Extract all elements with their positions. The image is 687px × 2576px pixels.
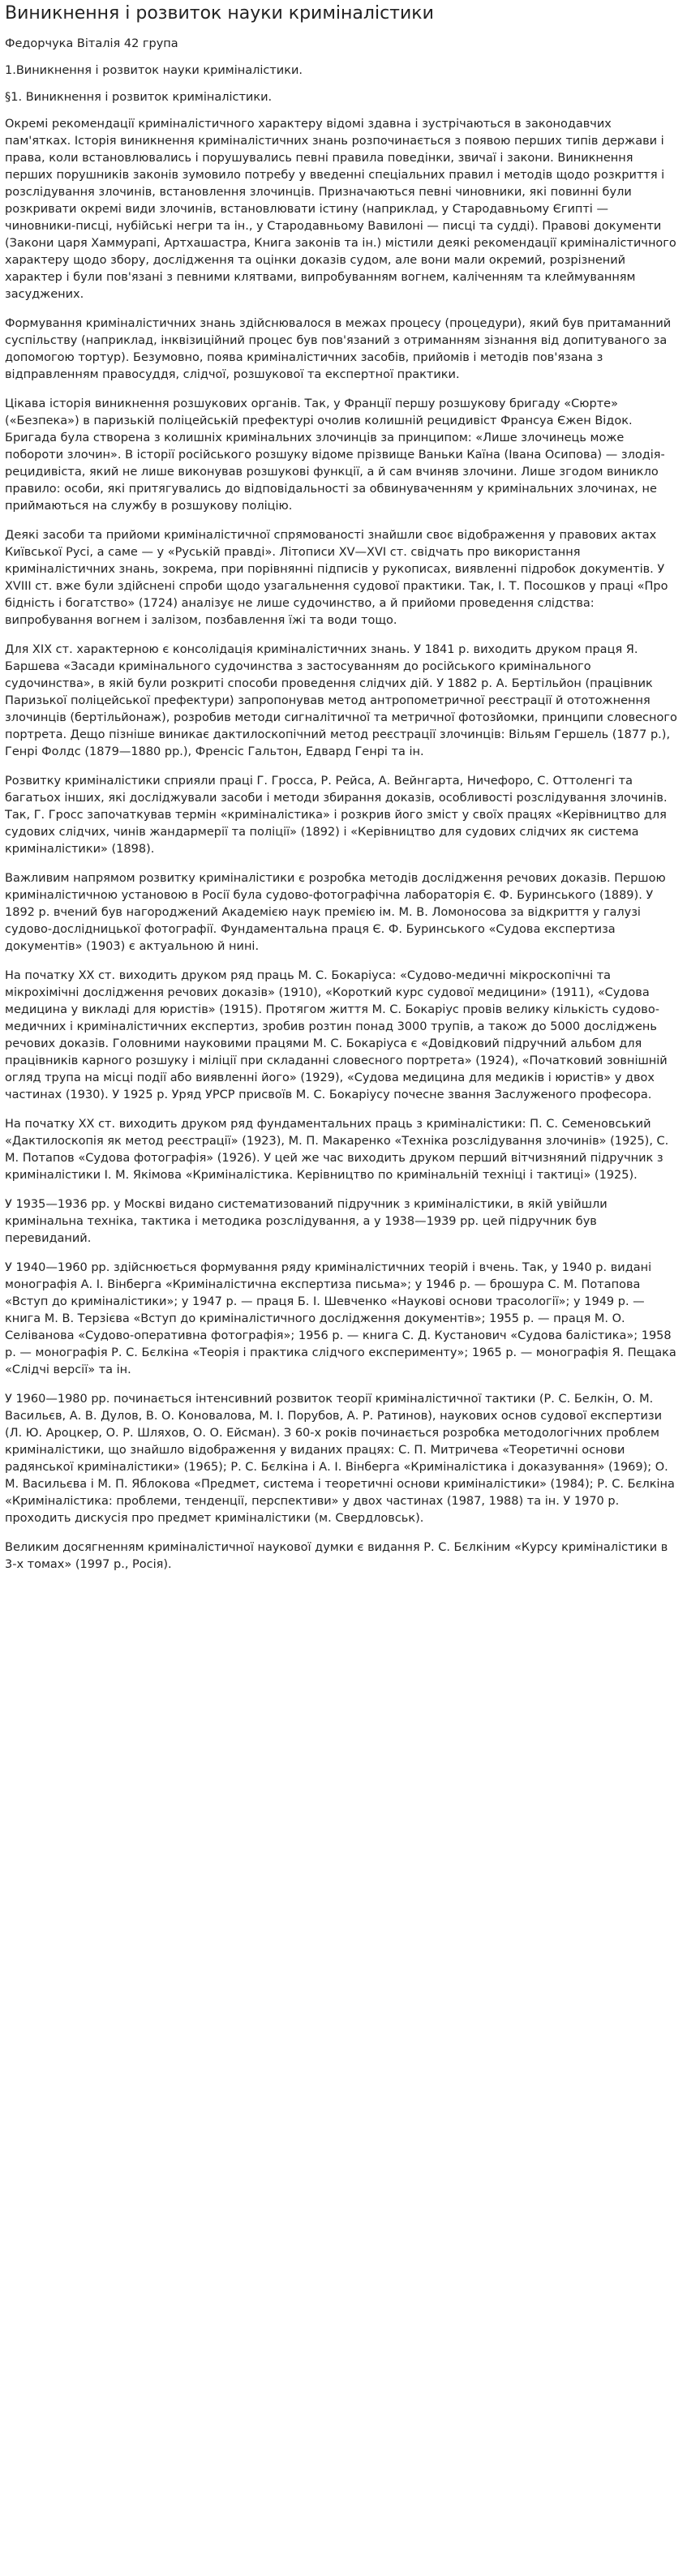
paragraph-gross: Розвитку криміналістики сприяли праці Г. Гросса, Р. Рейса, А. Вейнгарта, Ничефоро, С. Оттоленгі та багатьох інших, які досліджували засоби і методи збирання доказів, особливості розслідування злочинів. Так, Г. Гросс започаткував термін «криміналістика» і розкрив його зміст у своїх працях «Керівництво для судових слідчих, чинів жандармерії та поліції» (1892) і «Керівництво для судових слідчих як система криміналістики» (1898). <box>5 775 668 856</box>
paragraph-1935-textbook: У 1935—1936 рр. у Москві видано систематизований підручник з криміналістики, в якій увійшли кримінальна техніка, тактика і методика розслідування, а у 1938—1939 рр. цей підручник був перевиданий. <box>5 1198 608 1245</box>
author-line: Федорчука Віталія 42 група <box>5 37 178 50</box>
paragraph-belkin-course: Великим досягненням криміналістичної наукової думки є видання Р. С. Бєлкіним «Курсу криміналістики в 3-х томах» (1997 р., Росія). <box>5 1541 668 1571</box>
paragraph-origins: Окремі рекомендації криміналістичного характеру відомі здавна і зустрічаються в законодавчих пам'ятках. Історія виникнення криміналістичних знань розпочинається з появою перших типів держави і права, коли встановлювались і порушувались певні правила поведінки, звичаї і закони. Виникнення перших порушників законів зумовило потребу у введенні спеціальних правил і методів щодо розкриття і розслідування злочинів, встановлення злочинців. Призначаються певні чиновники, які повинні були розкривати окремі види злочинів, встановлювати істину (наприклад, у Стародавньому Єгипті — чиновники-писці, нубійські негри та ін., у Стародавньому Вавилоні — писці та судді). Правові документи (Закони царя Хаммурапі, Артхашастра, Книга законів та ін.) містили деякі рекомендації криміналістичного характеру щодо збору, дослідження та оцінки доказів судом, але вони мали окремий, розрізнений характер і були пов'язані з певними клятвами, випробуванням вогнем, каліченням та клеймуванням засуджених. <box>5 118 676 301</box>
paragraph-1940-1960: У 1940—1960 рр. здійснюється формування ряду криміналістичних теорій і вчень. Так, у 1940 р. видані монографія А. І. Вінберга «Криміналістична експертиза письма»; у 1946 р. — брошура С. М. Потапова «Вступ до криміналістики»; у 1947 р. — праця Б. І. Шевченко «Наукові основи трасології»; у 1949 р. — книга М. В. Терзієва «Вступ до криміналістичного дослідження документів»; 1955 р. — праця М. О. Селіванова «Судово-оперативна фотографія»; 1956 р. — книга С. Д. Кустанович «Судова балістика»; 1958 р. — монографія Р. С. Бєлкіна «Теорія і практика слідчого експерименту»; 1965 р. — монографія Я. Пещака «Слідчі версії» та ін. <box>5 1261 676 1376</box>
paragraph-19th-century: Для XIX ст. характерною є консолідація криміналістичних знань. У 1841 р. виходить друком праця Я. Баршева «Засади кримінального судочинства з застосуванням до російського кримінального судочинства», в якій були розкриті способи проведення слідчих дій. У 1882 р. А. Бертільйон (працівник Паризької поліцейської префектури) запропонував метод антропометричної реєстрації й ототожнення злочинців (бертільйонаж), розробив методи сигналітичної та метричної фотозйомки, принципи словесного портрета. Дещо пізніше виникає дактилоскопічний метод реєстрації злочинців: Вільям Гершель (1877 р.), Генрі Фолдс (1879—1880 рр.), Френсіс Гальтон, Едвард Генрі та ін. <box>5 643 677 758</box>
paragraph-procedure: Формування криміналістичних знань здійснювалося в межах процесу (процедури), який був притаманний суспільству (наприклад, інквізиційний процес був пов'язаний з отриманням зізнання від допитуваного за допомогою тортур). Безумовно, поява криміналістичних засобів, прийомів і методів пов'язана з відправленням правосуддя, слідчої, розшукової та експертної практики. <box>5 317 672 381</box>
paragraph-kyivan-rus: Деякі засоби та прийоми криміналістичної спрямованості знайшли своє відображення у правових актах Київської Русі, а саме — у «Руській правді». Літописи XV—XVI ст. свідчать про використання криміналістичних знань, зокрема, при порівнянні підписів у рукописах, виявленні підробок документів. У XVIII ст. вже були здійснені спроби щодо узагальнення судової практики. Так, І. Т. Посошков у праці «Про бідність і богатство» (1724) аналізує не лише судочинство, а й прийоми проведення слідства: випробування вогнем і залізом, позбавлення їжі та води тощо. <box>5 529 668 627</box>
paragraph-1960-1980: У 1960—1980 рр. починається інтенсивний розвиток теорії криміналістичної тактики (Р. С. Белкін, О. М. Васильєв, А. В. Дулов, В. О. Коновалова, М. І. Порубов, А. Р. Ратинов), наукових основ судової експертизи (Л. Ю. Ароцкер, О. Р. Шляхов, О. О. Ейсман). З 60-х років починається розробка методологічних проблем криміналістики, що знайшло відображення у виданих працях: С. П. Митричева «Теоретичні основи радянської криміналістики» (1965); Р. С. Бєлкіна і А. І. Вінберга «Криміналістика і доказування» (1969); О. М. Васильєва і М. П. Яблокова «Предмет, система і теоретичні основи криміналістики» (1984); Р. С. Бєлкіна «Криміналістика: проблеми, тенденції, перспективи» у двох частинах (1987, 1988) та ін. У 1970 р. проходить дискусія про предмет криміналістики (м. Свердловськ). <box>5 1393 675 1525</box>
section-heading: 1.Виникнення і розвиток науки криміналістики. <box>5 64 303 77</box>
paragraph-search-agencies: Цікава історія виникнення розшукових органів. Так, у Франції першу розшукову бригаду «Сюрте» («Безпека») в паризькій поліцейській префектурі очолив колишній рецидивіст Франсуа Єжен Відок. Бригада була створена з колишніх кримінальних злочинців за принципом: «Лише злочинець може побороти злочин». В історії російського розшуку відоме прізвище Ваньки Каїна (Івана Осипова) — злодія-рецидивіста, який не лише виконував розшукові функції, а й сам вчиняв злочини. Лише згодом виникло правило: особи, які притягувались до відповідальності за обвинуваченням у кримінальних злочинах, не приймаються на службу в розшукову поліцію. <box>5 397 665 513</box>
paragraph-bokarius: На початку XX ст. виходить друком ряд праць М. С. Бокаріуса: «Судово-медичні мікроскопічні та мікрохімічні дослідження речових доказів» (1910), «Короткий курс судової медицини» (1911), «Судова медицина у викладі для юристів» (1915). Протягом життя М. С. Бокаріус провів велику кількість судово-медичних і криміналістичних експертиз, зробив розтин понад 3000 трупів, а також до 5000 досліджень речових доказів. Головними науковими працями М. С. Бокаріуса є «Довідковий підручний альбом для працівників карного розшуку і міліції при складанні словесного портрета» (1924), «Початковий зовнішній огляд трупа на місці події або виявленні його» (1929), «Судова медицина для медиків і юристів» у двох частинах (1930). У 1925 р. Уряд УРСР присвоїв М. С. Бокаріусу почесне звання Заслуженого професора. <box>5 969 668 1101</box>
paragraph-evidence-research: Важливим напрямом розвитку криміналістики є розробка методів дослідження речових доказів. Першою криміналістичною установою в Росії була судово-фотографічна лабораторія Є. Ф. Буринського (1889). У 1892 р. вчений був нагороджений Академією наук премією ім. М. В. Ломоносова за відкриття у галузі судово-дослідницької фотографії. Фундаментальна праця Є. Ф. Буринського «Судова експертиза документів» (1903) є актуальною й нині. <box>5 872 666 953</box>
paragraph-early-20th-century: На початку XX ст. виходить друком ряд фундаментальних праць з криміналістики: П. С. Семеновський «Дактилоскопія як метод реєстрації» (1923), М. П. Макаренко «Техніка розслідування злочинів» (1925), С. М. Потапов «Судова фотографія» (1926). У цей же час виходить друком перший вітчизняний підручник з криміналістики І. М. Якімова «Криміналістика. Керівництво по кримінальній техніці і тактиці» (1925). <box>5 1118 669 1182</box>
page-title: Виникнення і розвиток науки криміналістики <box>5 3 434 24</box>
subsection-heading: §1. Виникнення і розвиток криміналістики. <box>5 91 273 104</box>
